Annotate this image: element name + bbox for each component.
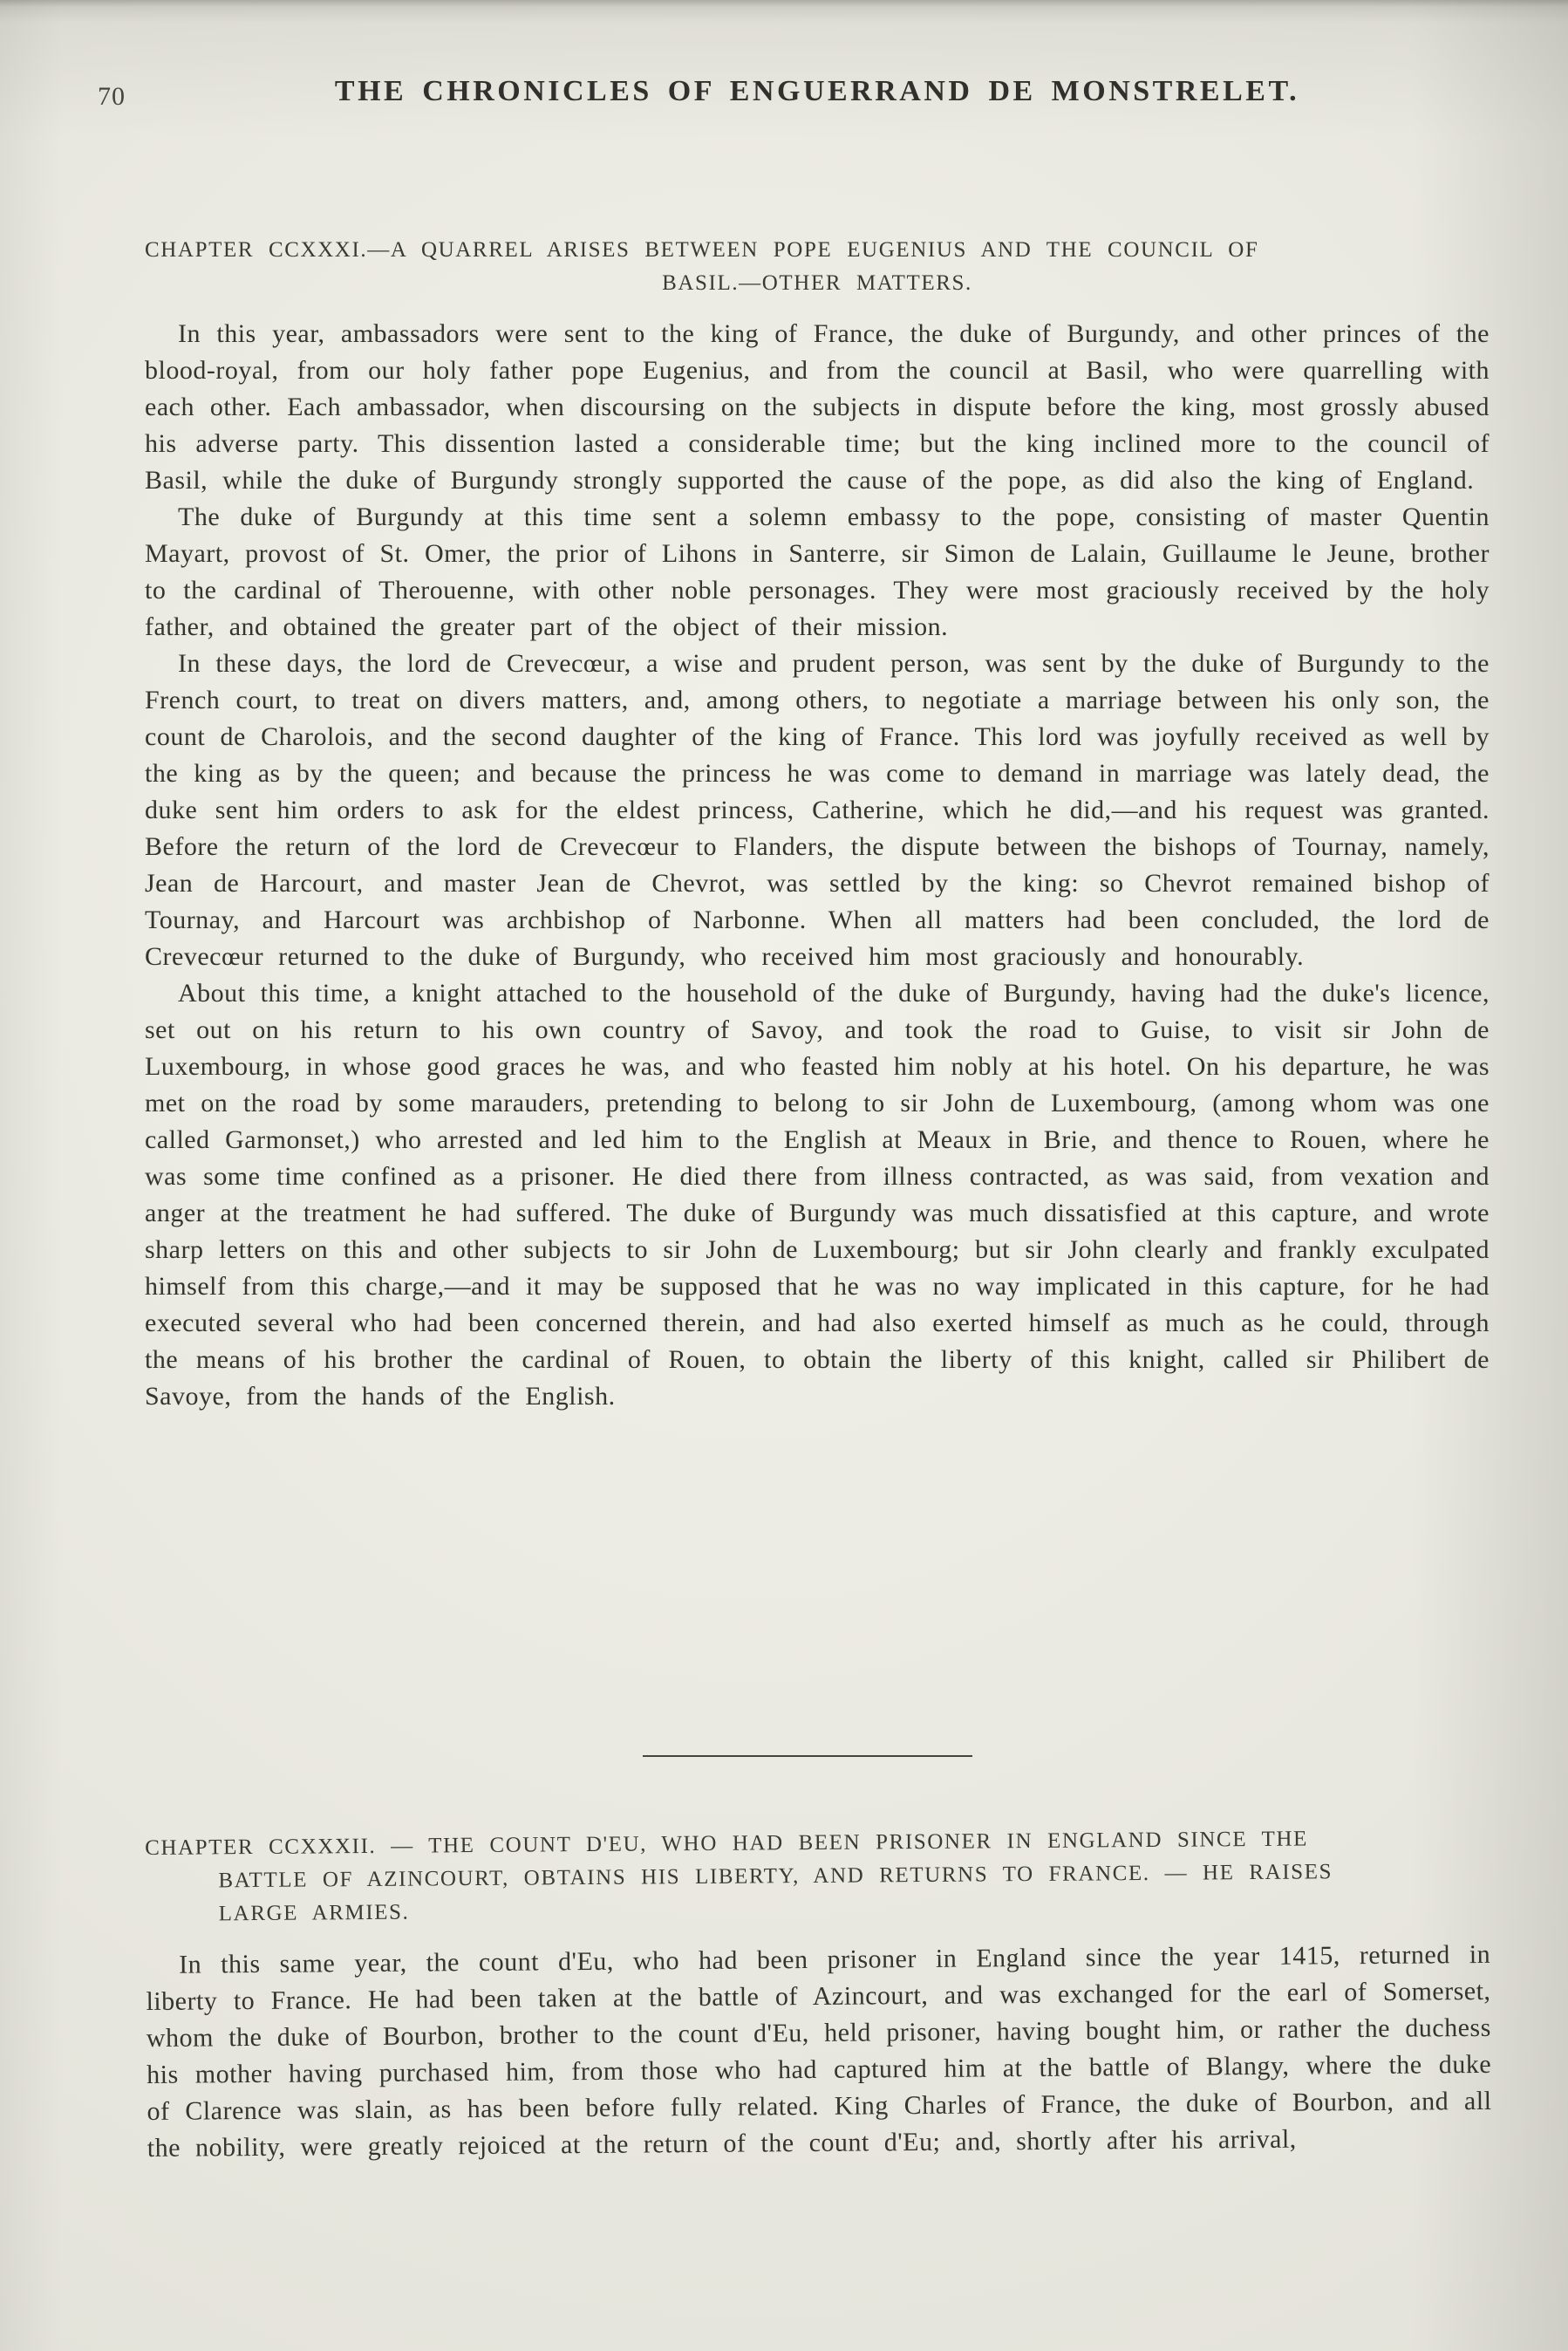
running-head [98,75,1490,111]
paragraph: In this same year, the count d'Eu, who had been prisoner in England since the year 1415, returned in liberty to France. He had been taken at the battle of Azincourt, and was exchanged for the earl of Somerset, whom the duke of Bourbon, brother to the count d'Eu, held prisoner, having bought him, or rather the duchess his mother having purchased him, from those who had captured him at the battle of Blangy, where the duke of Clarence was slain, as has been before fully related. King Charles of France, the duke of Bourbon, and all the nobility, were greatly rejoiced at the return of the count d'Eu; and, shortly after his arrival, [146,1939,1492,2163]
chapter-ccxxxii-heading [145,1821,1490,1931]
paragraph: In these days, the lord de Crevecœur, a wise and prudent person, was sent by the duke of Burgundy to the French court, to treat on divers matters, and, among others, to negotiate a marriage between his only son, the count de Charolois, and the second daughter of the king of France. This lord was joyfully received as well by the king as by the queen; and because the princess he was come to demand in marriage was lately dead, the duke sent him orders to ask for the eldest princess, Catherine, which he did,—and his request was granted. Before the return of the lord de Crevecœur to Flanders, the dispute between the bishops of Tournay, namely, Jean de Harcourt, and master Jean de Chevrot, was settled by the king: so Chevrot remained bishop of Tournay, and Harcourt was archbishop of Narbonne. When all matters had been concluded, the lord de Crevecœur returned to the duke of Burgundy, who received him most graciously and honourably. [145,649,1490,971]
chapter-heading-line: CHAPTER CCXXXII. — THE COUNT D'EU, WHO HAD BEEN PRISONER IN ENGLAND SINCE THE [145,1827,1309,1860]
running-title: THE CHRONICLES OF ENGUERRAND DE MONSTRELET. [334,75,1300,107]
chapter-ccxxxi-section [145,234,1490,1415]
chapter-ccxxxi-heading [145,234,1490,300]
paragraph: The duke of Burgundy at this time sent a solemn embassy to the pope, consisting of master Quentin Mayart, provost of St. Omer, the prior of Lihons in Santerre, sir Simon de Lalain, Guillaume le Jeune, brother to the cardinal of Therouenne, with other noble personages. They were most graciously received by the holy father, and obtained the greater part of the object of their mission. [145,502,1490,641]
page-number: 70 [98,82,126,111]
chapter-heading-line: BASIL.—OTHER MATTERS. [662,271,972,295]
paragraph: In this year, ambassadors were sent to the king of France, the duke of Burgundy, and other princes of the blood-royal, from our holy father pope Eugenius, and from the council at Basil, who were quarrelling with each other. Each ambassador, when discoursing on the subjects in dispute before the king, most grossly abused his adverse party. This dissention lasted a considerable time; but the king inclined more to the council of Basil, while the duke of Burgundy strongly supported the cause of the pope, as did also the king of England. [145,319,1490,495]
section-divider-rule [643,1755,972,1757]
chapter-heading-line: LARGE ARMIES. [218,1900,410,1926]
chapter-heading-line: CHAPTER CCXXXI.—A QUARREL ARISES BETWEEN POPE EUGENIUS AND THE COUNCIL OF [145,238,1259,262]
chapter-ccxxxii-section [145,1821,1492,2167]
chapter-heading-line: BATTLE OF AZINCOURT, OBTAINS HIS LIBERTY, AND RETURNS TO FRANCE. — HE RAISES [218,1860,1333,1893]
paragraph: About this time, a knight attached to the household of the duke of Burgundy, having had the duke's licence, set out on his return to his own country of Savoy, and took the road to Guise, to visit sir John de Luxembourg, in whose good graces he was, and who feasted him nobly at his hotel. On his departure, he was met on the road by some marauders, pretending to belong to sir John de Luxembourg, (among whom was one called Garmonset,) who arrested and led him to the English at Meaux in Brie, and thence to Rouen, where he was some time confined as a prisoner. He died there from illness contracted, as was said, from vexation and anger at the treatment he had suffered. The duke of Burgundy was much dissatisfied at this capture, and wrote sharp letters on this and other subjects to sir John de Luxembourg; but sir John clearly and frankly exculpated himself from this charge,—and it may be supposed that he was no way implicated in this capture, for he had executed several who had been concerned therein, and had also exerted himself as much as he could, through the means of his brother the cardinal of Rouen, to obtain the liberty of this knight, called sir Philibert de Savoye, from the hands of the English. [145,979,1490,1411]
